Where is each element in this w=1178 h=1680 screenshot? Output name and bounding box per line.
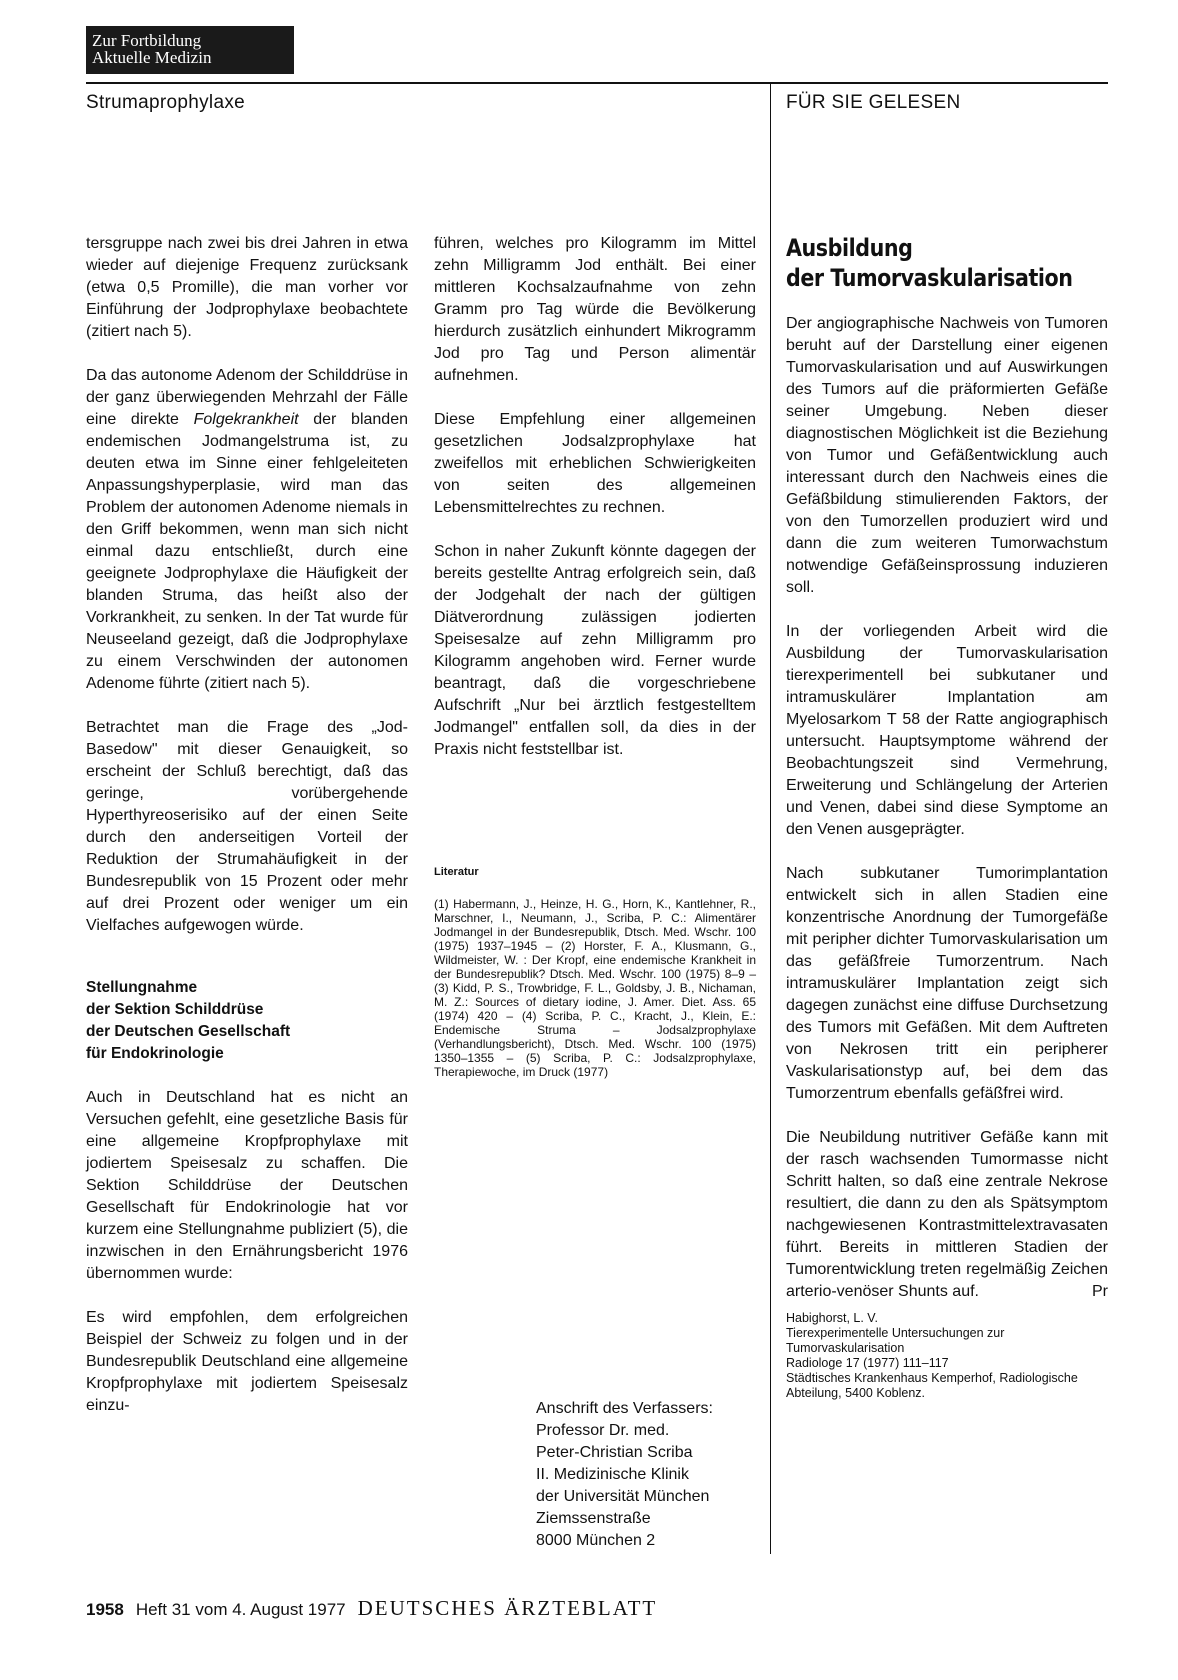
text-run: der blanden endemischen Jodmangelstruma ist, zu deuten etwa im Sinne einer fehlgeleiteten Anpassungshyperplasie, wird man das Problem der autonomen Adenome niemals in den Griff bekommen, wenn man sich nicht einmal dazu entschließt, durch eine geeignete Jodprophylaxe die Häufigkeit der blanden Struma, das heißt also der Vorkrankheit, zu senken. In der Tat wurde für Neuseeland gezeigt, daß die Jodprophylaxe zu einem Verschwinden der autonomen Adenome führte (zitiert nach 5). xyxy=(86,411,408,692)
paragraph: Die Neubildung nutritiver Gefäße kann mit der rasch wachsenden Tumormasse nicht Schritt halten, so daß eine zentrale Nekrose resultiert, die dann zu den als Spätsymptom nachgewiesenen Kontrastmittelextravasaten führt. Bereits in mittleren Stadien der Tumorentwicklung treten regelmäßig Zeichen arterio-venöser Shunts auf. xyxy=(786,1129,1108,1300)
section-badge xyxy=(86,26,294,74)
literature-list: (1) Habermann, J., Heinze, H. G., Horn, K., Kantlehner, R., Marschner, I., Neumann, J., Scriba, P. C.: Alimentärer Jodmangel in der Bundesrepublik, Dtsch. Med. Wschr. 100 (1975) 1937–1945 – (2) Horster, F. A., Klusmann, G., Wildmeister, W. : Der Kropf, eine endemische Krankheit in der Bundesrepublik? Dtsch. Med. Wschr. 100 (1975) 8–9 – (3) Kidd, P. S., Trowbridge, F. L., Goldsby, J. B., Nichaman, M. Z.: Sources of dietary iodine, J. Amer. Diet. Ass. 65 (1974) 420 – (4) Scriba, P. C., Kracht, J., Klein, E.: Endemische Struma – Jodsalzprophylaxe (Verhandlungsbericht), Dtsch. Med. Wschr. 100 (1975) 1350–1355 – (5) Scriba, P. C.: Jodsalzprophylaxe, Therapiewoche, im Druck (1977) xyxy=(434,897,756,1079)
author-initials: Pr xyxy=(1092,1283,1108,1300)
column-3 xyxy=(786,233,1108,1401)
address-line: 8000 München 2 xyxy=(536,1532,656,1549)
heading-line: Stellungnahme xyxy=(86,979,198,996)
reference-line: Habighorst, L. V. xyxy=(786,1311,878,1325)
column-divider xyxy=(770,84,771,1554)
issue-info: Heft 31 vom 4. August 1977 xyxy=(135,1600,346,1619)
section-heading xyxy=(86,977,408,1065)
reference-line: Tierexperimentelle Untersuchungen zur Tumorvaskularisation xyxy=(786,1326,1005,1355)
address-line: Peter-Christian Scriba xyxy=(536,1444,693,1461)
text-run: Da das autonome Adenom der Schilddrüse in der ganz überwiegenden Mehrzahl der Fälle eine direkte xyxy=(86,367,408,428)
paragraph: Schon in naher Zukunft könnte dagegen der bereits gestellte Antrag erfolgreich sein, daß der Jodgehalt der nach der gültigen Diätverordnung zulässigen jodierten Speisesalze auf zehn Milligramm pro Kilogramm angehoben wird. Ferner wurde beantragt, daß die vorgeschriebene Aufschrift „Nur bei ärztlich festgestelltem Jodmangel" entfallen soll, da dies in der Praxis nicht feststellbar ist. xyxy=(434,543,756,758)
running-head-left: Strumaprophylaxe xyxy=(86,92,245,113)
author-address xyxy=(536,1398,713,1552)
paragraph: führen, welches pro Kilogramm im Mittel zehn Milligramm Jod enthält. Bei einer mittleren Kochsalzaufnahme von zehn Gramm pro Tag würde die Bevölkerung hierdurch zusätzlich einhundert Mikrogramm Jod pro Tag und Person alimentär aufnehmen. xyxy=(434,235,756,384)
paragraph: Betrachtet man die Frage des „Jod-Basedow" mit dieser Genauigkeit, so erscheint der Schluß berechtigt, daß das geringe, vorübergehende Hyperthyreoserisiko auf der einen Seite durch den anderseitigen Vorteil der Reduktion der Strumahäufigkeit in der Bundesrepublik von 15 Prozent oder mehr auf drei Prozent oder weniger um ein Vielfaches aufgewogen würde. xyxy=(86,719,408,934)
badge-line-2: Aktuelle Medizin xyxy=(92,48,212,67)
page-footer xyxy=(86,1596,657,1621)
paragraph: Diese Empfehlung einer allgemeinen gesetzlichen Jodsalzprophylaxe hat zweifellos mit erheblichen Schwierigkeiten von seiten des allgemeinen Lebensmittelrechtes zu rechnen. xyxy=(434,411,756,516)
literature-heading: Literatur xyxy=(434,866,479,878)
title-line: Ausbildung xyxy=(786,234,913,262)
reference-line: Radiologe 17 (1977) 111–117 xyxy=(786,1356,949,1370)
column-1 xyxy=(86,233,408,1439)
running-head-right: FÜR SIE GELESEN xyxy=(786,92,961,113)
paragraph: Nach subkutaner Tumorimplantation entwickelt sich in allen Stadien eine konzentrische Anordnung der Tumorgefäße mit peripher dichter Tumorvaskularisation um das gefäßfreie Tumorzentrum. Nach intramuskulärer Implantation zeigt sich dagegen zunächst eine diffuse Durchsetzung des Tumors mit Gefäßen. Mit dem Auftreten von Nekrosen tritt ein peripherer Vaskularisationstyp auf, bei dem das Tumorzentrum ebenfalls gefäßfrei wird. xyxy=(786,865,1108,1102)
paragraph: In der vorliegenden Arbeit wird die Ausbildung der Tumorvaskularisation tierexperimentell bei subkutaner und intramuskulärer Implantation am Myelosarkom T 58 der Ratte angiographisch untersucht. Hauptsymptome während der Beobachtungszeit sind Vermehrung, Erweiterung und Schlängelung der Arterien und Venen, dabei sind diese Symptome an den Venen ausgeprägter. xyxy=(786,623,1108,838)
source-reference xyxy=(786,1311,1108,1401)
paragraph: tersgruppe nach zwei bis drei Jahren in etwa wieder auf diejenige Frequenz zurücksank (etwa 0,5 Promille), die man vorher vor Einführung der Jodprophylaxe beobachtete (zitiert nach 5). xyxy=(86,235,408,340)
address-line: II. Medizinische Klinik xyxy=(536,1466,689,1483)
emphasis: Folgekrankheit xyxy=(193,411,299,428)
address-line: Professor Dr. med. xyxy=(536,1422,670,1439)
header-rule xyxy=(86,82,1108,84)
address-line: der Universität München xyxy=(536,1488,710,1505)
paragraph: Auch in Deutschland hat es nicht an Versuchen gefehlt, eine gesetzliche Basis für eine allgemeine Kropfprophylaxe mit jodiertem Speisesalz zu schaffen. Die Sektion Schilddrüse der Deutschen Gesellschaft für Endokrinologie hat vor kurzem eine Stellungnahme publiziert (5), die inzwischen in den Ernährungsbericht 1976 übernommen wurde: xyxy=(86,1089,408,1282)
heading-line: der Sektion Schilddrüse xyxy=(86,1001,264,1018)
address-line: Ziemssenstraße xyxy=(536,1510,651,1527)
paragraph xyxy=(86,365,408,695)
badge-line-1: Zur Fortbildung xyxy=(92,31,202,50)
article-title xyxy=(786,233,1073,293)
reference-line: Städtisches Krankenhaus Kemperhof, Radiologische Abteilung, 5400 Koblenz. xyxy=(786,1371,1078,1400)
heading-line: für Endokrinologie xyxy=(86,1045,224,1062)
paragraph: Der angiographische Nachweis von Tumoren beruht auf der Darstellung einer eigenen Tumorvaskularisation und auf Auswirkungen des Tumors auf die präformierten Gefäße seiner Umgebung. Neben dieser diagnostischen Möglichkeit ist die Beziehung von Tumor und Gefäßentwicklung auch interessant durch den Nachweis eines die Gefäßbildung stimulierenden Faktors, der von den Tumorzellen produziert wird und dann die zum weiteren Tumorwachstum notwendige Gefäßeinsprossung induzieren soll. xyxy=(786,315,1108,596)
heading-line: der Deutschen Gesellschaft xyxy=(86,1023,291,1040)
paragraph: Es wird empfohlen, dem erfolgreichen Beispiel der Schweiz zu folgen und in der Bundesrepublik Deutschland eine allgemeine Kropfprophylaxe mit jodiertem Speisesalz einzu- xyxy=(86,1309,408,1414)
page-number: 1958 xyxy=(86,1600,124,1619)
address-line: Anschrift des Verfassers: xyxy=(536,1400,713,1417)
title-line: der Tumorvaskularisation xyxy=(786,264,1073,292)
column-2 xyxy=(434,233,756,1079)
journal-name: DEUTSCHES ÄRZTEBLATT xyxy=(357,1596,658,1620)
